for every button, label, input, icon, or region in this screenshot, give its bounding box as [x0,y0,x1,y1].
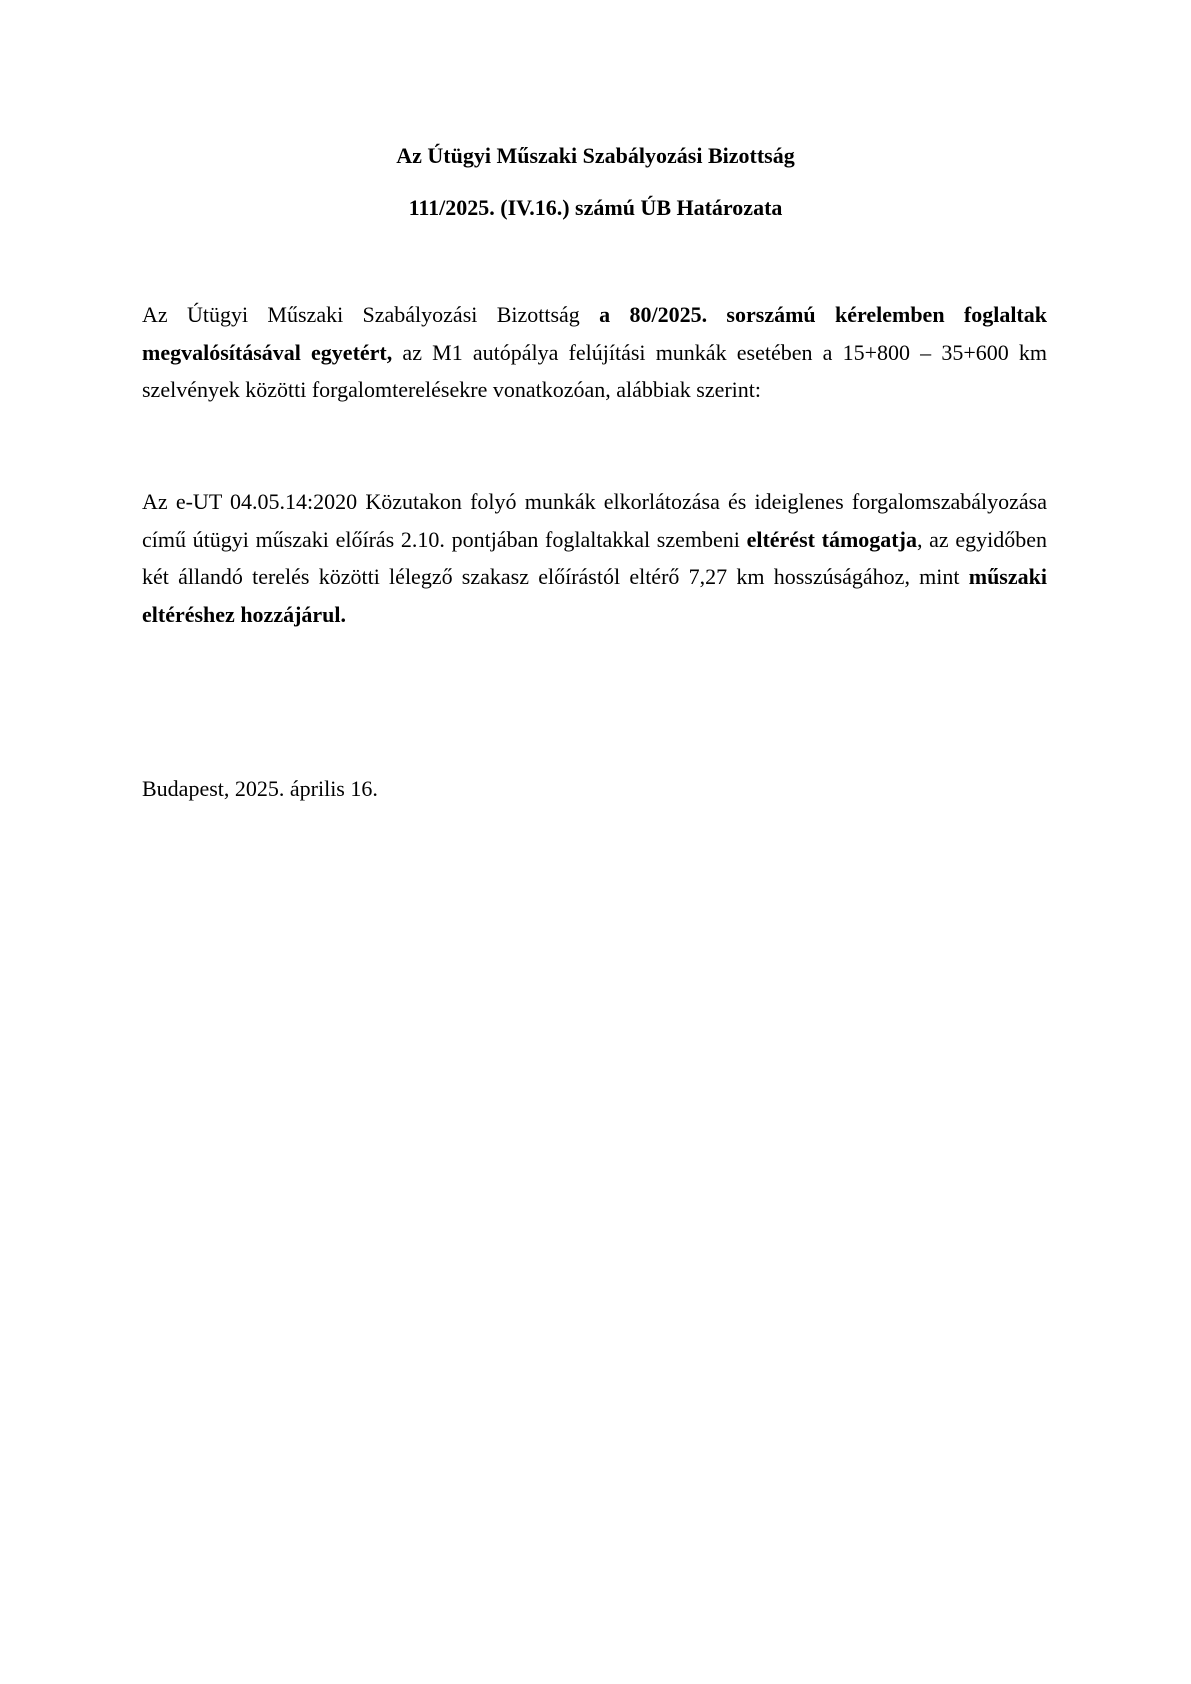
resolution-paragraph-1 [142,296,1047,409]
paragraph-1-bold-a: a 80/2025. sorszámú kérelemben foglaltak megvalósításával egyetért, [142,302,1047,365]
paragraph-2-text-a: Az e-UT 04.05.14:2020 Közutakon folyó munkák elkorlátozása és ideiglenes forgalomszabályozása című útügyi műszaki előírás 2.10. pontjában foglaltakkal szembeni [142,489,1047,552]
resolution-number: 111/2025. (IV.16.) számú ÚB Határozata [408,195,783,220]
paragraph-2-bold-a: eltérést támogatja [746,526,917,552]
resolution-paragraph-2 [142,483,1047,633]
paragraph-1-text-a: Az Útügyi Műszaki Szabályozási Bizottság [142,302,600,327]
paragraph-2-bold-b: műszaki eltéréshez hozzájárul. [142,564,1047,627]
document-title: Az Útügyi Műszaki Szabályozási Bizottság [396,143,795,168]
paragraph-1-text-b: az M1 autópálya felújítási munkák esetében a 15+800 – 35+600 km szelvények közötti forgalomterelésekre vonatkozóan, alábbiak szerint: [142,339,1048,402]
paragraph-2-text-b: , az egyidőben két állandó terelés közötti lélegző szakasz előírástól eltérő 7,27 km hosszúságához, mint [142,526,1048,589]
place-date: Budapest, 2025. április 16. [142,776,378,801]
